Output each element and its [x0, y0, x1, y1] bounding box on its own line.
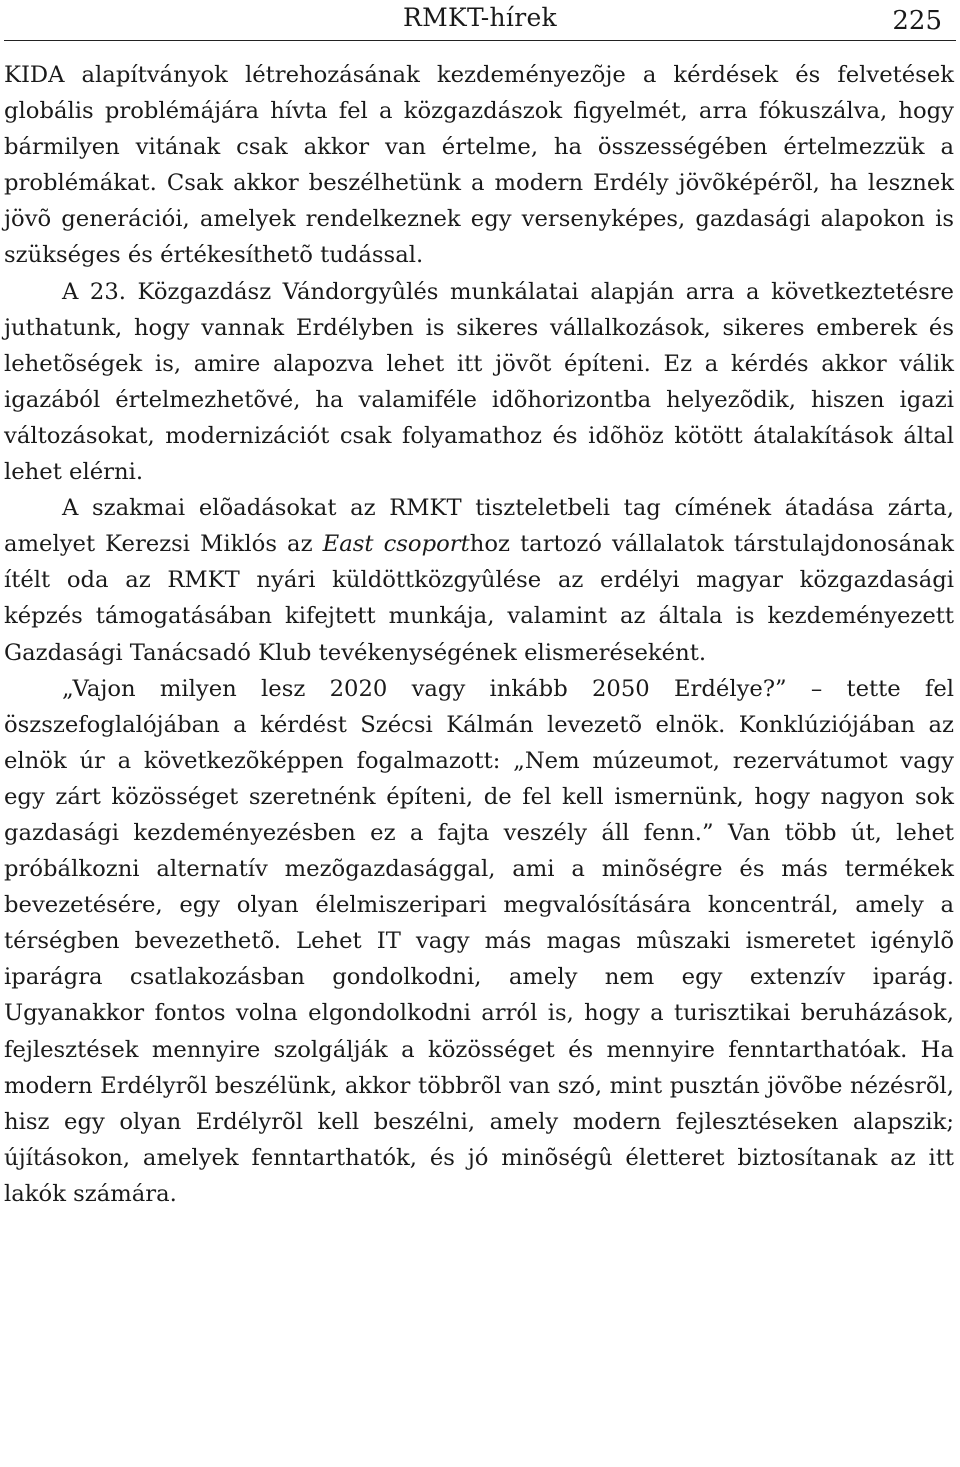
page-number: 225 [892, 6, 942, 36]
paragraph-3 [4, 490, 954, 670]
paragraph-3-text-end: hoz tartozó vállalatok társtulajdonosának ítélt oda az RMKT nyári küldöttközgyûlése az erdélyi magyar közgazdasági képzés támogatásában kifejtett munkája, valamint az általa is kezdeményezett Gazdasági Tanácsadó Klub tevékenységének elismeréseként. [4, 531, 955, 666]
company-name-italic: East csoport [322, 531, 470, 558]
article-body [4, 57, 954, 1212]
paragraph-2: A 23. Közgazdász Vándorgyûlés munkálatai alapján arra a következtetésre juthatunk, hogy vannak Erdélyben is sikeres vállalkozások, sikeres emberek és lehetõségek is, amire alapozva lehet itt jövõt építeni. Ez a kérdés akkor válik igazából értelmezhetõvé, ha valamiféle idõhorizontba helyezõdik, hiszen igazi változásokat, modernizációt csak folyamathoz és idõhöz kötött átalakítások által lehet elérni. [4, 278, 954, 486]
running-title: RMKT-hírek [403, 3, 557, 32]
page-header [4, 0, 956, 41]
paragraph-4: „Vajon milyen lesz 2020 vagy inkább 2050 Erdélye?” – tette fel öszszefoglalójában a kérdést Szécsi Kálmán levezetõ elnök. Konklúziójában az elnök úr a következõképpen fogalmazott: „Nem múzeumot, rezervátumot vagy egy zárt közösséget szeretnénk építeni, de fel kell ismernünk, hogy nagyon sok gazdasági kezdeményezésben ez a fajta veszély áll fenn.” Van több út, lehet próbálkozni alternatív mezõgazdasággal, ami a minõségre és más termékek bevezetésére, egy olyan élelmiszeripari megvalósítására koncentrál, amely a térségben bevezethetõ. Lehet IT vagy más magas mûszaki ismeretet igénylõ iparágra csatlakozásban gondolkodni, amely nem egy extenzív iparág. Ugyanakkor fontos volna elgondolkodni arról is, hogy a turisztikai beruházások, fejlesztések mennyire szolgálják a közösséget és mennyire fenntarthatóak. Ha modern Erdélyrõl beszélünk, akkor többrõl van szó, mint pusztán jövõbe nézésrõl, hisz egy olyan Erdélyrõl kell beszélni, amely modern fejlesztéseken alapszik; újításokon, amelyek fenntarthatók, és jó minõségû életteret biztosítanak az itt lakók számára. [4, 675, 954, 1207]
paragraph-1: KIDA alapítványok létrehozásának kezdeményezõje a kérdések és felvetések globális problémájára hívta fel a közgazdászok figyelmét, arra fókuszálva, hogy bármilyen vitának csak akkor van értelme, ha összességében értelmezzük a problémákat. Csak akkor beszélhetünk a modern Erdély jövõképérõl, ha lesznek jövõ generációi, amelyek rendelkeznek egy versenyképes, gazdasági alapokon is szükséges és értékesíthetõ tudással. [4, 62, 954, 269]
paragraph-3-text-start: A szakmai elõadásokat az RMKT tiszteletbeli tag címének átadása zárta, amelyet Kerezsi Miklós az [4, 495, 954, 558]
